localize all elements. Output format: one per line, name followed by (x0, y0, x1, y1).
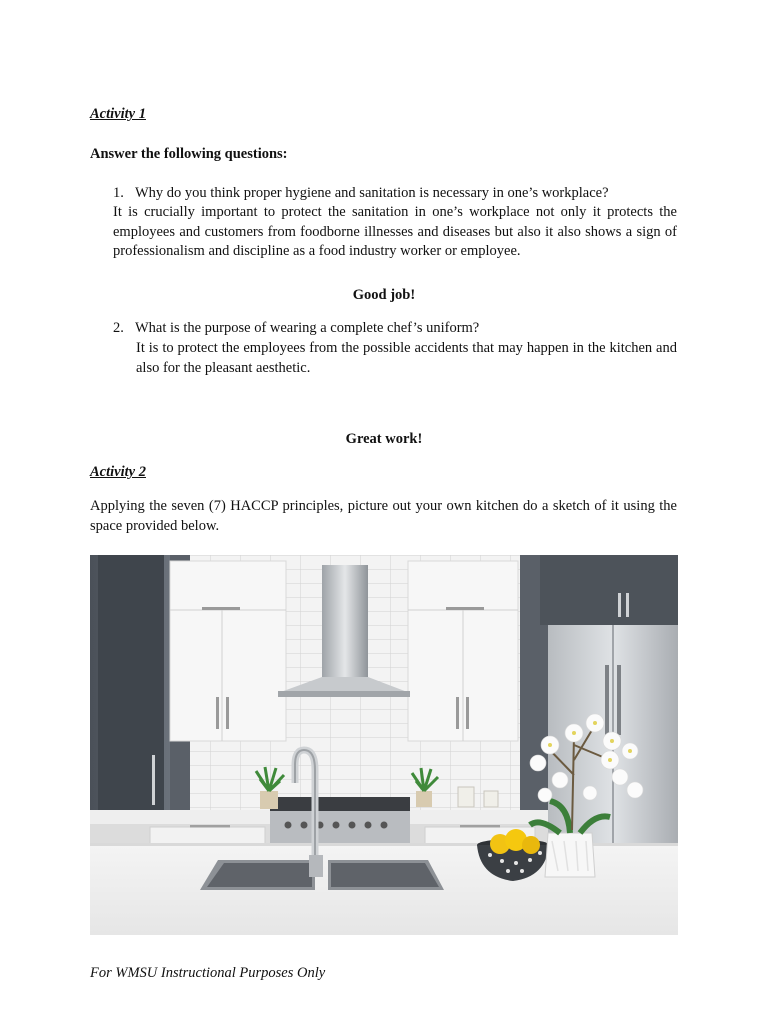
question-2-number: 2. (113, 320, 124, 336)
feedback-great-work: Great work! (345, 431, 423, 447)
activity1-instruction: Answer the following questions: (90, 146, 288, 162)
question-1 (113, 185, 609, 202)
activity2-heading: Activity 2 (90, 464, 146, 480)
answer-1: It is crucially important to protect the sanitation in one’s workplace not only it protects the employees and customers from foodborne illnesses and diseases but also it also shows a sign of professionalism and discipline as a food industry worker or employee. (113, 204, 677, 259)
question-2 (113, 320, 479, 337)
question-2-text: What is the purpose of wearing a complete chef’s uniform? (135, 320, 480, 336)
activity2-instruction: Applying the seven (7) HACCP principles, picture out your own kitchen do a sketch of it using the space provided below. (90, 498, 677, 534)
kitchen-photo (90, 555, 678, 935)
activity1-heading: Activity 1 (90, 106, 146, 122)
footer-note: For WMSU Instructional Purposes Only (90, 965, 326, 981)
feedback-good-job: Good job! (352, 287, 416, 303)
question-1-number: 1. (113, 185, 124, 201)
answer-2: It is to protect the employees from the possible accidents that may happen in the kitchen and also for the pleasant aesthetic. (136, 340, 677, 376)
question-1-text: Why do you think proper hygiene and sanitation is necessary in one’s workplace? (135, 185, 609, 201)
